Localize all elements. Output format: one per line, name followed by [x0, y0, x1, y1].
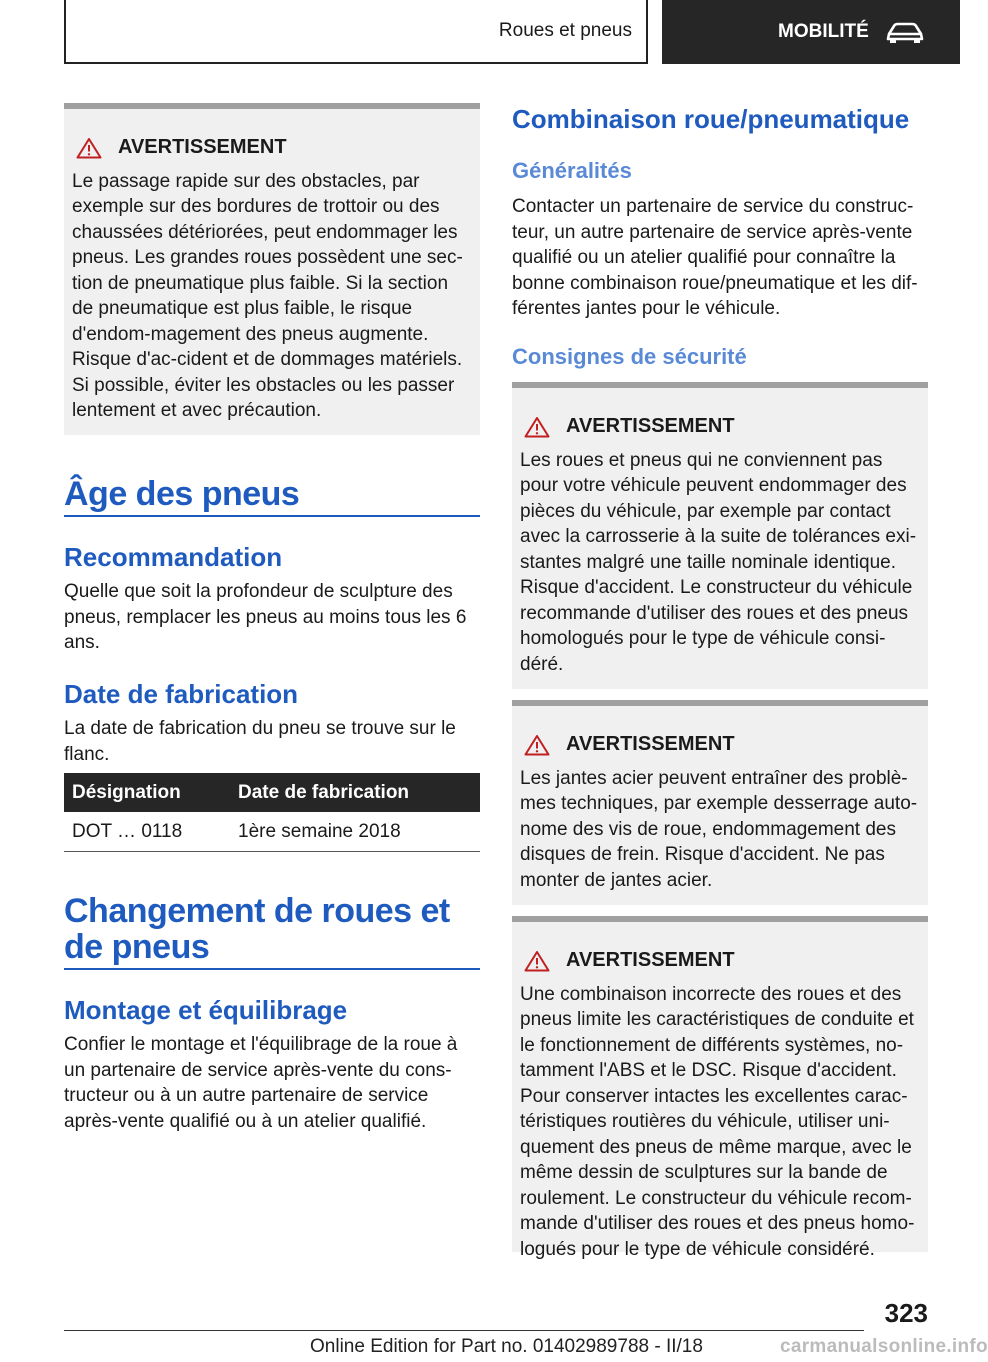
header-chapter [662, 0, 960, 64]
manufacture-date-text: La date de fabrication du pneu se trouve sur le flanc. [64, 718, 456, 765]
table-cell-designation: DOT … 0118 [64, 812, 230, 852]
heading-wheel-change: Changement de roues et de pneus [64, 892, 450, 966]
table-header-designation: Désignation [64, 773, 230, 812]
warning-text: Le passage rapide sur des obstacles, par exemple sur des bordures de trottoir ou des chaussées détériorées, peut endommager les pneus. Les grandes roues possèdent une sec-tion de pneumatique plus faible. Si la section de pneumatique est plus faible, le risque d'endom-magement des pneus augmente. Risque d'ac-cident et de dommages matériels. Si possible, éviter les obstacles ou les passer lentement et avec précaution. [72, 170, 463, 421]
warning-box-unsuitable-wheels [512, 382, 928, 689]
heading-rule [64, 968, 480, 970]
table-row [64, 812, 480, 852]
warning-title: AVERTISSEMENT [72, 135, 472, 161]
table-header-row [64, 773, 480, 812]
car-icon [885, 20, 925, 44]
warning-text: Une combinaison incorrecte des roues et des pneus limite les caractéristiques de conduite et le fonctionnement de différents systèmes, no-tamment l'ABS et le DSC. Risque d'accident. Pour conserver intactes les excellentes carac-téristiques routières du véhicule, utiliser uni-quement des pneus de même marque, avec le même dessin de sculptures sur la bande de roulement. Le constructeur du véhicule recom-mande d'utiliser des roues et des pneus homo-logués pour le type de véhicule considéré. [520, 983, 915, 1260]
warning-title: AVERTISSEMENT [520, 948, 920, 974]
heading-recommendation: Recommandation [64, 542, 283, 572]
header-chapter-title: MOBILITÉ [778, 21, 869, 42]
footer-rule [64, 1330, 864, 1331]
heading-manufacture-date: Date de fabrication [64, 679, 299, 709]
heading-tire-age: Âge des pneus [64, 475, 300, 513]
warning-triangle-icon [524, 950, 550, 972]
warning-triangle-icon [76, 137, 102, 159]
warning-box-rapid-obstacles [64, 103, 480, 435]
footer-edition: Online Edition for Part no. 01402989788 - II/18 [310, 1336, 703, 1357]
warning-text: Les jantes acier peuvent entraîner des problè-mes techniques, par exemple desserrage auto-nome des vis de roue, endommagement des disques de frein. Risque d'accident. Ne pas monter de jantes acier. [520, 767, 918, 891]
general-text: Contacter un partenaire de service du construc-teur, un autre partenaire de service après-vente qualifié ou un atelier qualifié pour connaître la bonne combinaison roue/pneumatique et les dif-férentes jantes pour le véhicule. [512, 196, 918, 319]
header-section-title: Roues et pneus [498, 20, 632, 41]
mounting-text: Confier le montage et l'équilibrage de la roue à un partenaire de service après-vente du cons-tructeur ou à un autre partenaire de service après-vente qualifié ou à un atelier qualifié. [64, 1034, 458, 1132]
heading-wheel-tire-combination: Combinaison roue/pneumatique [512, 104, 910, 134]
heading-safety: Consignes de sécurité [512, 344, 747, 369]
footer-watermark: carmanualsonline.info [780, 1336, 988, 1357]
heading-general: Généralités [512, 158, 632, 183]
warning-box-steel-rims [512, 700, 928, 905]
warning-title: AVERTISSEMENT [520, 414, 920, 440]
warning-box-incorrect-combination [512, 916, 928, 1260]
table-cell-date: 1ère semaine 2018 [230, 812, 480, 852]
heading-rule [64, 515, 480, 517]
warning-title: AVERTISSEMENT [520, 732, 920, 758]
warning-text: Les roues et pneus qui ne conviennent pas pour votre véhicule peuvent endommager des pièces du véhicule, par exemple par contact avec la carrosserie à la suite de tolérances exi-stantes malgré une taille nominale identique. Risque d'accident. Le constructeur du véhicule recommande d'utiliser des roues et des pneus homologués pour le type de véhicule consi-déré. [520, 449, 917, 675]
header-section [64, 0, 648, 64]
warning-triangle-icon [524, 416, 550, 438]
page-number: 323 [884, 1298, 928, 1328]
heading-mounting-balancing: Montage et équilibrage [64, 995, 348, 1025]
recommendation-text: Quelle que soit la profondeur de sculpture des pneus, remplacer les pneus au moins tous les 6 ans. [64, 581, 467, 653]
warning-triangle-icon [524, 734, 550, 756]
table-header-date: Date de fabrication [230, 773, 480, 812]
manufacture-date-table [64, 773, 480, 852]
